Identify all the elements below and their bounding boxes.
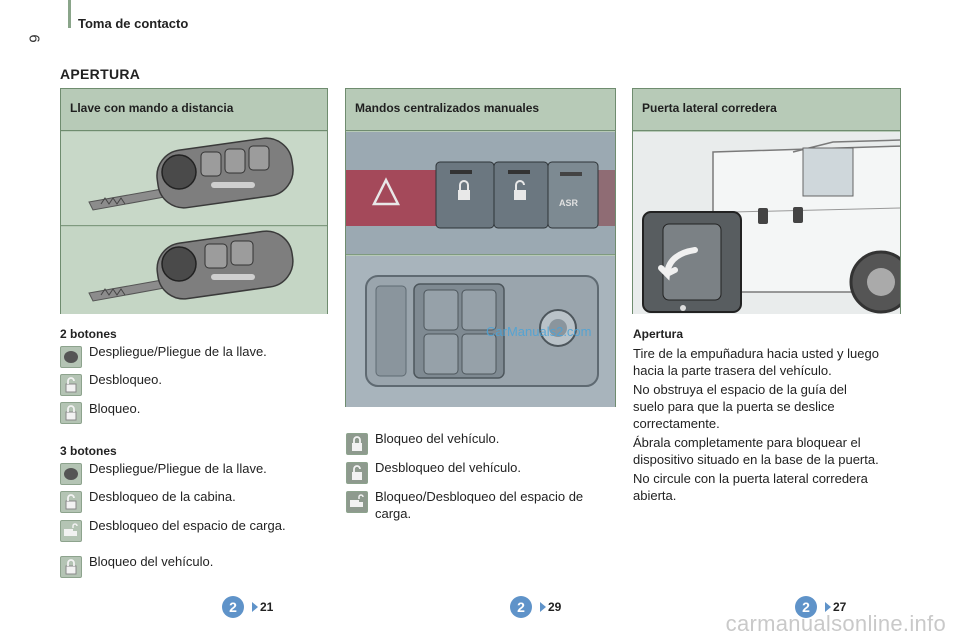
list-item-text: Despliegue/Pliegue de la llave. bbox=[89, 344, 267, 359]
paragraph-line: correctamente. bbox=[633, 416, 720, 431]
page-reference-number: 27 bbox=[833, 600, 847, 614]
central-controls-panel-header bbox=[346, 89, 615, 131]
remote-key-panel-title: Llave con mando a distancia bbox=[70, 101, 234, 115]
list-item-text: Bloqueo/Desbloqueo del espacio de bbox=[375, 489, 584, 504]
paragraph-line: suelo para que la puerta se deslice bbox=[633, 399, 835, 414]
sliding-door-panel-title: Puerta lateral corredera bbox=[642, 101, 777, 115]
arrow-right-icon bbox=[252, 602, 258, 612]
section-title: APERTURA bbox=[60, 66, 141, 82]
page-reference-number: 29 bbox=[548, 600, 562, 614]
list-item-text: Bloqueo del vehículo. bbox=[375, 431, 500, 446]
two-button-key-illustration bbox=[61, 227, 327, 314]
chapter-badge: 2 bbox=[222, 596, 244, 618]
remote-key-panel bbox=[60, 88, 328, 314]
arrow-right-icon bbox=[540, 602, 546, 612]
chapter-badge: 2 bbox=[795, 596, 817, 618]
unlock-icon bbox=[60, 374, 82, 396]
cargo-unlock-icon bbox=[60, 520, 82, 542]
lock-icon bbox=[60, 402, 82, 424]
chapter-badge: 2 bbox=[510, 596, 532, 618]
list-item-text: Desbloqueo del vehículo. bbox=[375, 460, 521, 475]
lock-icon bbox=[60, 556, 82, 578]
footer-watermark: carmanualsonline.info bbox=[725, 611, 946, 636]
central-controls-panel-title: Mandos centralizados manuales bbox=[355, 101, 540, 115]
list-item-text: Bloqueo. bbox=[89, 401, 141, 416]
remote-key-panel-header bbox=[61, 89, 327, 131]
group1-heading: 2 botones bbox=[60, 327, 117, 341]
sliding-door-panel bbox=[632, 88, 901, 314]
list-item-text: Bloqueo del vehículo. bbox=[89, 554, 214, 569]
sliding-door-handle-illustration bbox=[633, 132, 900, 314]
paragraph-line: No obstruya el espacio de la guía del bbox=[633, 382, 847, 397]
group2-heading: 3 botones bbox=[60, 444, 117, 458]
list-item-text: Desbloqueo del espacio de carga. bbox=[89, 518, 286, 533]
cargo-unlock-icon bbox=[346, 491, 368, 513]
dashboard-switches-illustration bbox=[346, 132, 615, 255]
paragraph-line: hacia la parte trasera del vehículo. bbox=[633, 363, 832, 378]
header-accent-bar bbox=[68, 0, 71, 28]
paragraph-line: abierta. bbox=[633, 488, 677, 503]
paragraph-line: dispositivo situado en la base de la puerta. bbox=[633, 452, 879, 467]
page-reference-number: 21 bbox=[260, 600, 274, 614]
asr-switch-label: ASR bbox=[559, 198, 579, 208]
three-button-key-illustration bbox=[61, 132, 327, 226]
unlock-icon bbox=[346, 462, 368, 484]
paragraph-line: Tire de la empuñadura hacia usted y luego bbox=[633, 346, 879, 361]
sliding-door-panel-header bbox=[633, 89, 900, 131]
paragraph-line: Ábrala completamente para bloquear el bbox=[633, 435, 861, 450]
list-item-text: Desbloqueo de la cabina. bbox=[89, 489, 236, 504]
list-item-text-continued: carga. bbox=[375, 506, 412, 521]
list-item-text: Despliegue/Pliegue de la llave. bbox=[89, 461, 267, 476]
list-item-text: Desbloqueo. bbox=[89, 372, 162, 387]
fold-key-icon bbox=[60, 463, 82, 485]
page-header-title: Toma de contacto bbox=[78, 16, 189, 31]
paragraph-line: No circule con la puerta lateral corredera bbox=[633, 471, 868, 486]
lock-icon bbox=[346, 433, 368, 455]
chapter-number: 6 bbox=[25, 34, 43, 43]
unlock-icon bbox=[60, 491, 82, 513]
opening-heading: Apertura bbox=[633, 327, 684, 341]
fold-key-icon bbox=[60, 346, 82, 368]
central-controls-panel bbox=[345, 88, 616, 407]
website-watermark: CarManuals2.com bbox=[486, 324, 592, 339]
